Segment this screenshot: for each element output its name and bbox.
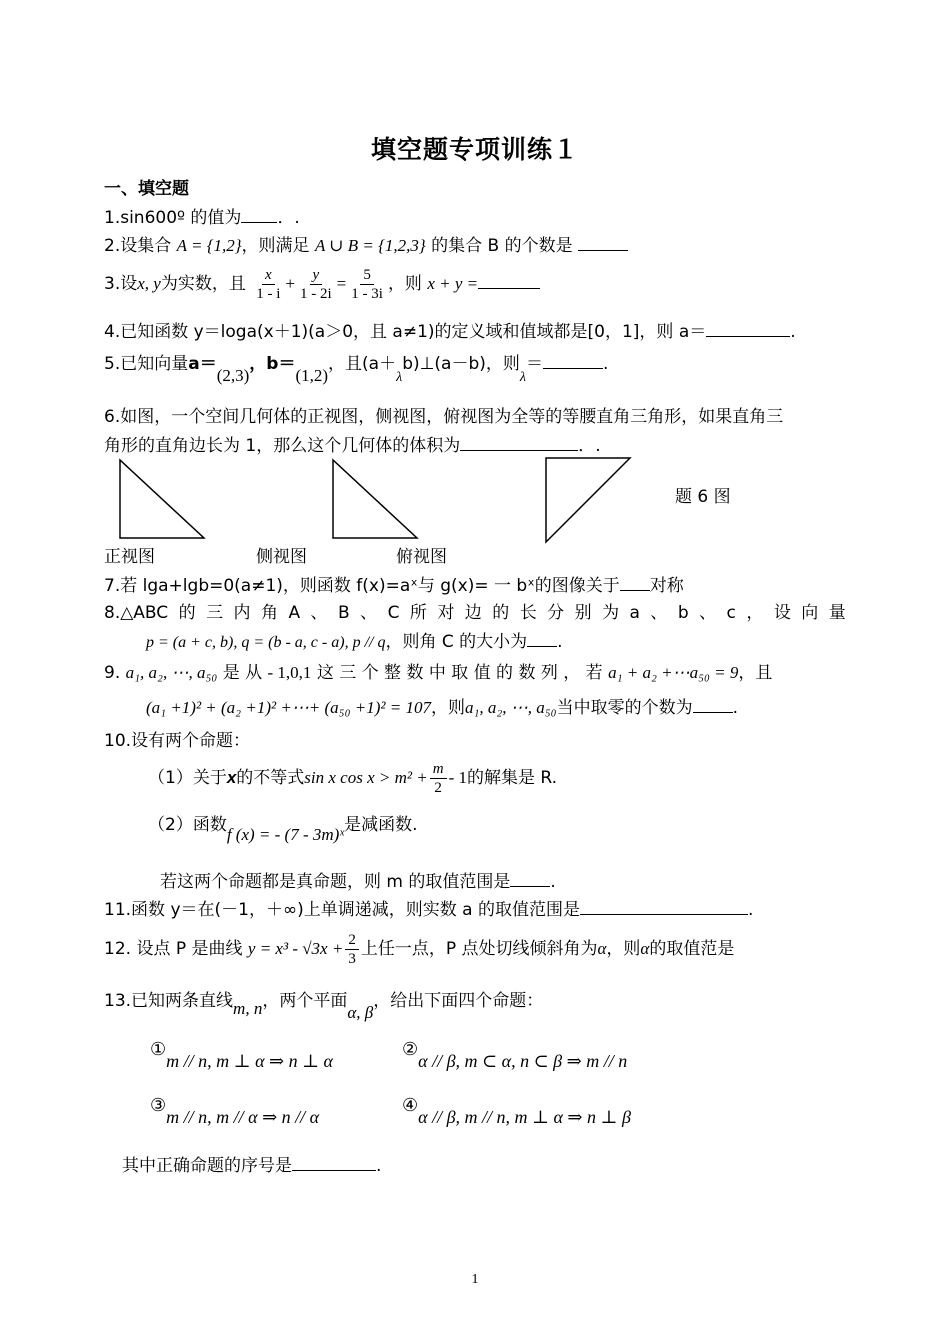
- q11-text: 11.函数 y＝在(－1，＋∞)上单调递减，则实数 a 的取值范围是: [104, 900, 580, 920]
- q5-vector-a: a＝: [188, 354, 217, 374]
- question-1: [104, 206, 300, 229]
- q3-frac-2: [297, 266, 335, 303]
- q10-p1-mid: 的不等式: [236, 768, 305, 788]
- question-2: [104, 234, 628, 257]
- answer-blank-11[interactable]: [580, 898, 748, 915]
- q5-end: .: [602, 354, 609, 374]
- q5-a-value: (2,3): [216, 366, 250, 385]
- q10-p1-pre: （1）关于: [148, 768, 227, 788]
- q8-token: c: [726, 603, 736, 623]
- page-number: 1: [471, 1272, 479, 1287]
- q5-lambda: λ: [396, 370, 403, 385]
- q3-expr: x + y =: [427, 274, 479, 293]
- q8-token: 分: [547, 603, 565, 623]
- prop-3-mark: ③: [150, 1095, 167, 1116]
- q13-end: .: [376, 1156, 382, 1176]
- q5-b-value: (1,2): [295, 366, 329, 385]
- prop-1-mark: ①: [150, 1039, 167, 1060]
- q3-num-3: 5: [360, 266, 374, 285]
- q10-p2-pre: （2）函数: [148, 815, 227, 835]
- question-7: [104, 574, 684, 597]
- side-view-triangle: [325, 456, 425, 542]
- question-11: [104, 898, 753, 921]
- proposition-1: [150, 1039, 333, 1071]
- answer-blank-13[interactable]: [292, 1154, 376, 1171]
- top-view-triangle: [538, 452, 638, 546]
- question-8-line-2: [146, 630, 563, 654]
- q8-token: 的: [492, 603, 510, 623]
- q10-p2-expr: f (x) = - (7 - 3m)ˣ: [226, 825, 345, 844]
- q3-num-1: x: [262, 266, 275, 285]
- q2-post: 的集合 B 的个数是: [431, 236, 573, 256]
- question-5: [104, 348, 609, 385]
- q3-text: 3.设: [104, 274, 138, 294]
- question-4: [104, 320, 796, 343]
- q5-text: 5.已知向量: [104, 354, 189, 374]
- q9-mid2: 这 三 个 整 数 中 取 值 的 数 列 ， 若: [316, 663, 603, 683]
- q6-end: ．.: [578, 436, 601, 456]
- proposition-2: [402, 1039, 628, 1071]
- prop-1-expr: m // n, m ⊥ α ⇒ n ⊥ α: [166, 1051, 333, 1071]
- q9-sequence: a₁, a₂, ⋯, a₅₀: [125, 663, 218, 682]
- q8-token: 设: [773, 603, 791, 623]
- q1-text: 1.sin600º 的值为: [104, 208, 242, 228]
- q9-post: ，且: [738, 663, 773, 683]
- q8-token: 向: [801, 603, 819, 623]
- question-10-conclusion: [160, 870, 556, 893]
- question-9-line-1: [104, 662, 772, 684]
- side-view-label: 侧视图: [256, 547, 307, 567]
- q5-mid: ，且(a＋: [328, 354, 397, 374]
- answer-blank-8[interactable]: [527, 630, 557, 647]
- q10-p1-num: m: [430, 760, 447, 779]
- proposition-4: [402, 1095, 631, 1127]
- q3-mid: 为实数，且: [160, 274, 246, 294]
- answer-blank-1[interactable]: [241, 206, 277, 223]
- q8-spread-text: [104, 602, 846, 624]
- q13-lines: m, n: [233, 999, 263, 1018]
- front-view-triangle: [112, 456, 212, 542]
- q12-frac: [345, 931, 359, 968]
- q3-frac-3: [348, 266, 386, 303]
- question-13: [104, 986, 544, 1022]
- answer-blank-2[interactable]: [578, 234, 628, 251]
- q12-curve: y = x³ - √3x +: [247, 939, 344, 958]
- q10-concl: 若这两个命题都是真命题，则 m 的取值范围是: [160, 872, 511, 892]
- q8-token: 所: [409, 603, 427, 623]
- q10-p1-tail: - 1: [448, 768, 467, 787]
- q5-lambda-2: λ: [519, 370, 526, 385]
- q8-token: 内: [233, 603, 251, 623]
- proposition-3: [150, 1095, 320, 1127]
- answer-blank-9[interactable]: [693, 696, 733, 713]
- q2-text: 2.设集合: [104, 236, 172, 256]
- question-8-line-1: [104, 602, 846, 624]
- prop-3-expr: m // n, m // α ⇒ n // α: [166, 1107, 320, 1127]
- q9-values: - 1,0,1: [267, 663, 312, 682]
- q8-token: 对: [437, 603, 455, 623]
- q13-planes: α, β: [347, 1003, 374, 1022]
- q8-token: b: [677, 603, 689, 623]
- question-10-proposition-2: [148, 814, 418, 844]
- question-13-conclusion: [122, 1154, 381, 1177]
- q2-set-a: A = {1,2}: [176, 236, 242, 255]
- section-heading: 一、填空题: [104, 179, 189, 199]
- q13-post: ，给出下面四个命题：: [373, 991, 544, 1011]
- q10-p1-den: 2: [434, 779, 442, 796]
- prop-2-mark: ②: [402, 1039, 419, 1060]
- question-6-line-2: [104, 434, 601, 457]
- q3-vars: x, y: [137, 274, 161, 293]
- q9-line2-mid: ，则: [430, 698, 465, 718]
- q6-text: 角形的直角边长为 1，那么这个几何体的体积为: [104, 436, 461, 456]
- q4-end: .: [790, 322, 796, 342]
- q12-num: 2: [345, 931, 359, 950]
- q10-p1-inequality: sin x cos x > m² +: [304, 768, 428, 787]
- q10-p1-var: x: [226, 768, 237, 787]
- q4-text: 4.已知函数 y＝loga(x＋1)(a＞0，且 a≠1)的定义域和值域都是[0，1]，则 a＝: [104, 322, 707, 342]
- q9-end: .: [732, 698, 738, 718]
- q8-token: 8.△ABC: [104, 603, 169, 623]
- q7-text: 7.若 lga+lgb=0(a≠1)，则函数 f(x)=aˣ与 g(x)= 一 bˣ的图像关于: [104, 576, 620, 596]
- q1-end: ．.: [277, 208, 300, 228]
- q13-pre: 13.已知两条直线: [104, 991, 234, 1011]
- q9-mid: 是 从: [222, 663, 263, 683]
- q10-p1-post: 的解集是 R.: [466, 768, 557, 788]
- q8-token: 三: [206, 603, 224, 623]
- q8-token: 边: [464, 603, 482, 623]
- q13-mid: ，两个平面: [262, 991, 348, 1011]
- q12-post: 上任一点，P 点处切线倾斜角为: [360, 939, 598, 959]
- q8-token: ，: [746, 603, 764, 623]
- q8-token: a: [629, 603, 640, 623]
- prop-4-expr: α // β, m // n, m ⊥ α ⇒ n ⊥ β: [418, 1107, 631, 1127]
- q8-token: 别: [574, 603, 592, 623]
- q3-den-2: 1 - 2i: [300, 285, 332, 302]
- answer-blank-5[interactable]: [543, 352, 603, 369]
- q8-token: 、: [650, 603, 668, 623]
- question-3: 3.设x, y为实数，且 $\frac{x}{1 - i}$ + $\frac{y}{1 - 2i}$ = $\frac{5}{1 - 3i}$ ，则 x + y =: [104, 264, 540, 304]
- figure-6-label: 题 6 图: [675, 487, 731, 507]
- q5-vector-b: ，b＝: [249, 354, 296, 374]
- q3-post: ，则: [387, 274, 422, 294]
- q10-p2-post: 是减函数.: [344, 815, 418, 835]
- question-12: [104, 930, 734, 968]
- q5-mid2: b)⊥(a－b)，则: [402, 354, 520, 374]
- answer-blank-7[interactable]: [620, 574, 650, 591]
- answer-blank-6[interactable]: [460, 434, 578, 451]
- q2-mid: ，则满足: [241, 236, 310, 256]
- prop-4-mark: ④: [402, 1095, 419, 1116]
- answer-blank-4[interactable]: [706, 320, 790, 337]
- q9-number: 9.: [104, 663, 121, 683]
- front-view-label: 正视图: [104, 547, 155, 567]
- q8-vectors: p = (a + c, b), q = (b - a, c - a), p // q: [146, 634, 386, 651]
- q8-post: ，则角 C 的大小为: [385, 632, 528, 652]
- q11-end: .: [747, 900, 754, 920]
- answer-blank-3[interactable]: [478, 272, 540, 289]
- q2-union: A ∪ B = {1,2,3}: [314, 236, 426, 255]
- q10-p1-frac: [430, 760, 447, 797]
- q8-token: 为: [602, 603, 620, 623]
- q9-sum: a₁ + a₂ +⋯a₅₀ = 9: [608, 663, 739, 682]
- q13-concl: 其中正确命题的序号是: [122, 1156, 292, 1176]
- question-10-proposition-1: [148, 758, 557, 798]
- q8-token: 的: [178, 603, 196, 623]
- question-6-line-1: 6.如图，一个空间几何体的正视图，侧视图，俯视图为全等的等腰直角三角形，如果直角三: [104, 407, 784, 427]
- answer-blank-10[interactable]: [510, 870, 550, 887]
- q12-alpha-2: α: [640, 939, 650, 958]
- top-view-label: 俯视图: [396, 547, 447, 567]
- q3-num-2: y: [310, 266, 323, 285]
- q8-token: 量: [828, 603, 846, 623]
- q12-post3: 的取值范是: [649, 939, 735, 959]
- q8-token: 、: [360, 603, 378, 623]
- q8-token: 长: [519, 603, 537, 623]
- q8-token: 角: [260, 603, 278, 623]
- q8-token: 、: [310, 603, 328, 623]
- question-10-head: 10.设有两个命题：: [104, 731, 251, 751]
- q12-post2: ，则: [606, 939, 641, 959]
- q12-den: 3: [348, 950, 356, 967]
- q8-token: 、: [699, 603, 717, 623]
- q9-line2-post: 当中取零的个数为: [556, 698, 693, 718]
- prop-2-expr: α // β, m ⊂ α, n ⊂ β ⇒ m // n: [418, 1051, 628, 1071]
- q3-den-1: 1 - i: [256, 285, 281, 302]
- page-title: 填空题专项训练１: [370, 135, 579, 164]
- q12-alpha: α: [597, 939, 607, 958]
- q9-square-sum: (a₁ +1)² + (a₂ +1)² +⋯+ (a₅₀ +1)² = 107: [146, 698, 431, 717]
- q9-sequence-2: a₁, a₂, ⋯, a₅₀: [464, 698, 557, 717]
- q8-token: B: [337, 603, 350, 623]
- q5-eq: ＝: [525, 354, 543, 374]
- q8-token: A: [288, 603, 301, 623]
- question-9-line-2: [146, 696, 738, 719]
- q3-den-3: 1 - 3i: [351, 285, 383, 302]
- q12-pre: 12. 设点 P 是曲线: [104, 939, 243, 959]
- q8-token: C: [387, 603, 400, 623]
- q7-post: 对称: [649, 576, 684, 596]
- q8-end: .: [557, 632, 563, 652]
- q10-end: .: [550, 872, 556, 892]
- q3-frac-1: [253, 266, 283, 303]
